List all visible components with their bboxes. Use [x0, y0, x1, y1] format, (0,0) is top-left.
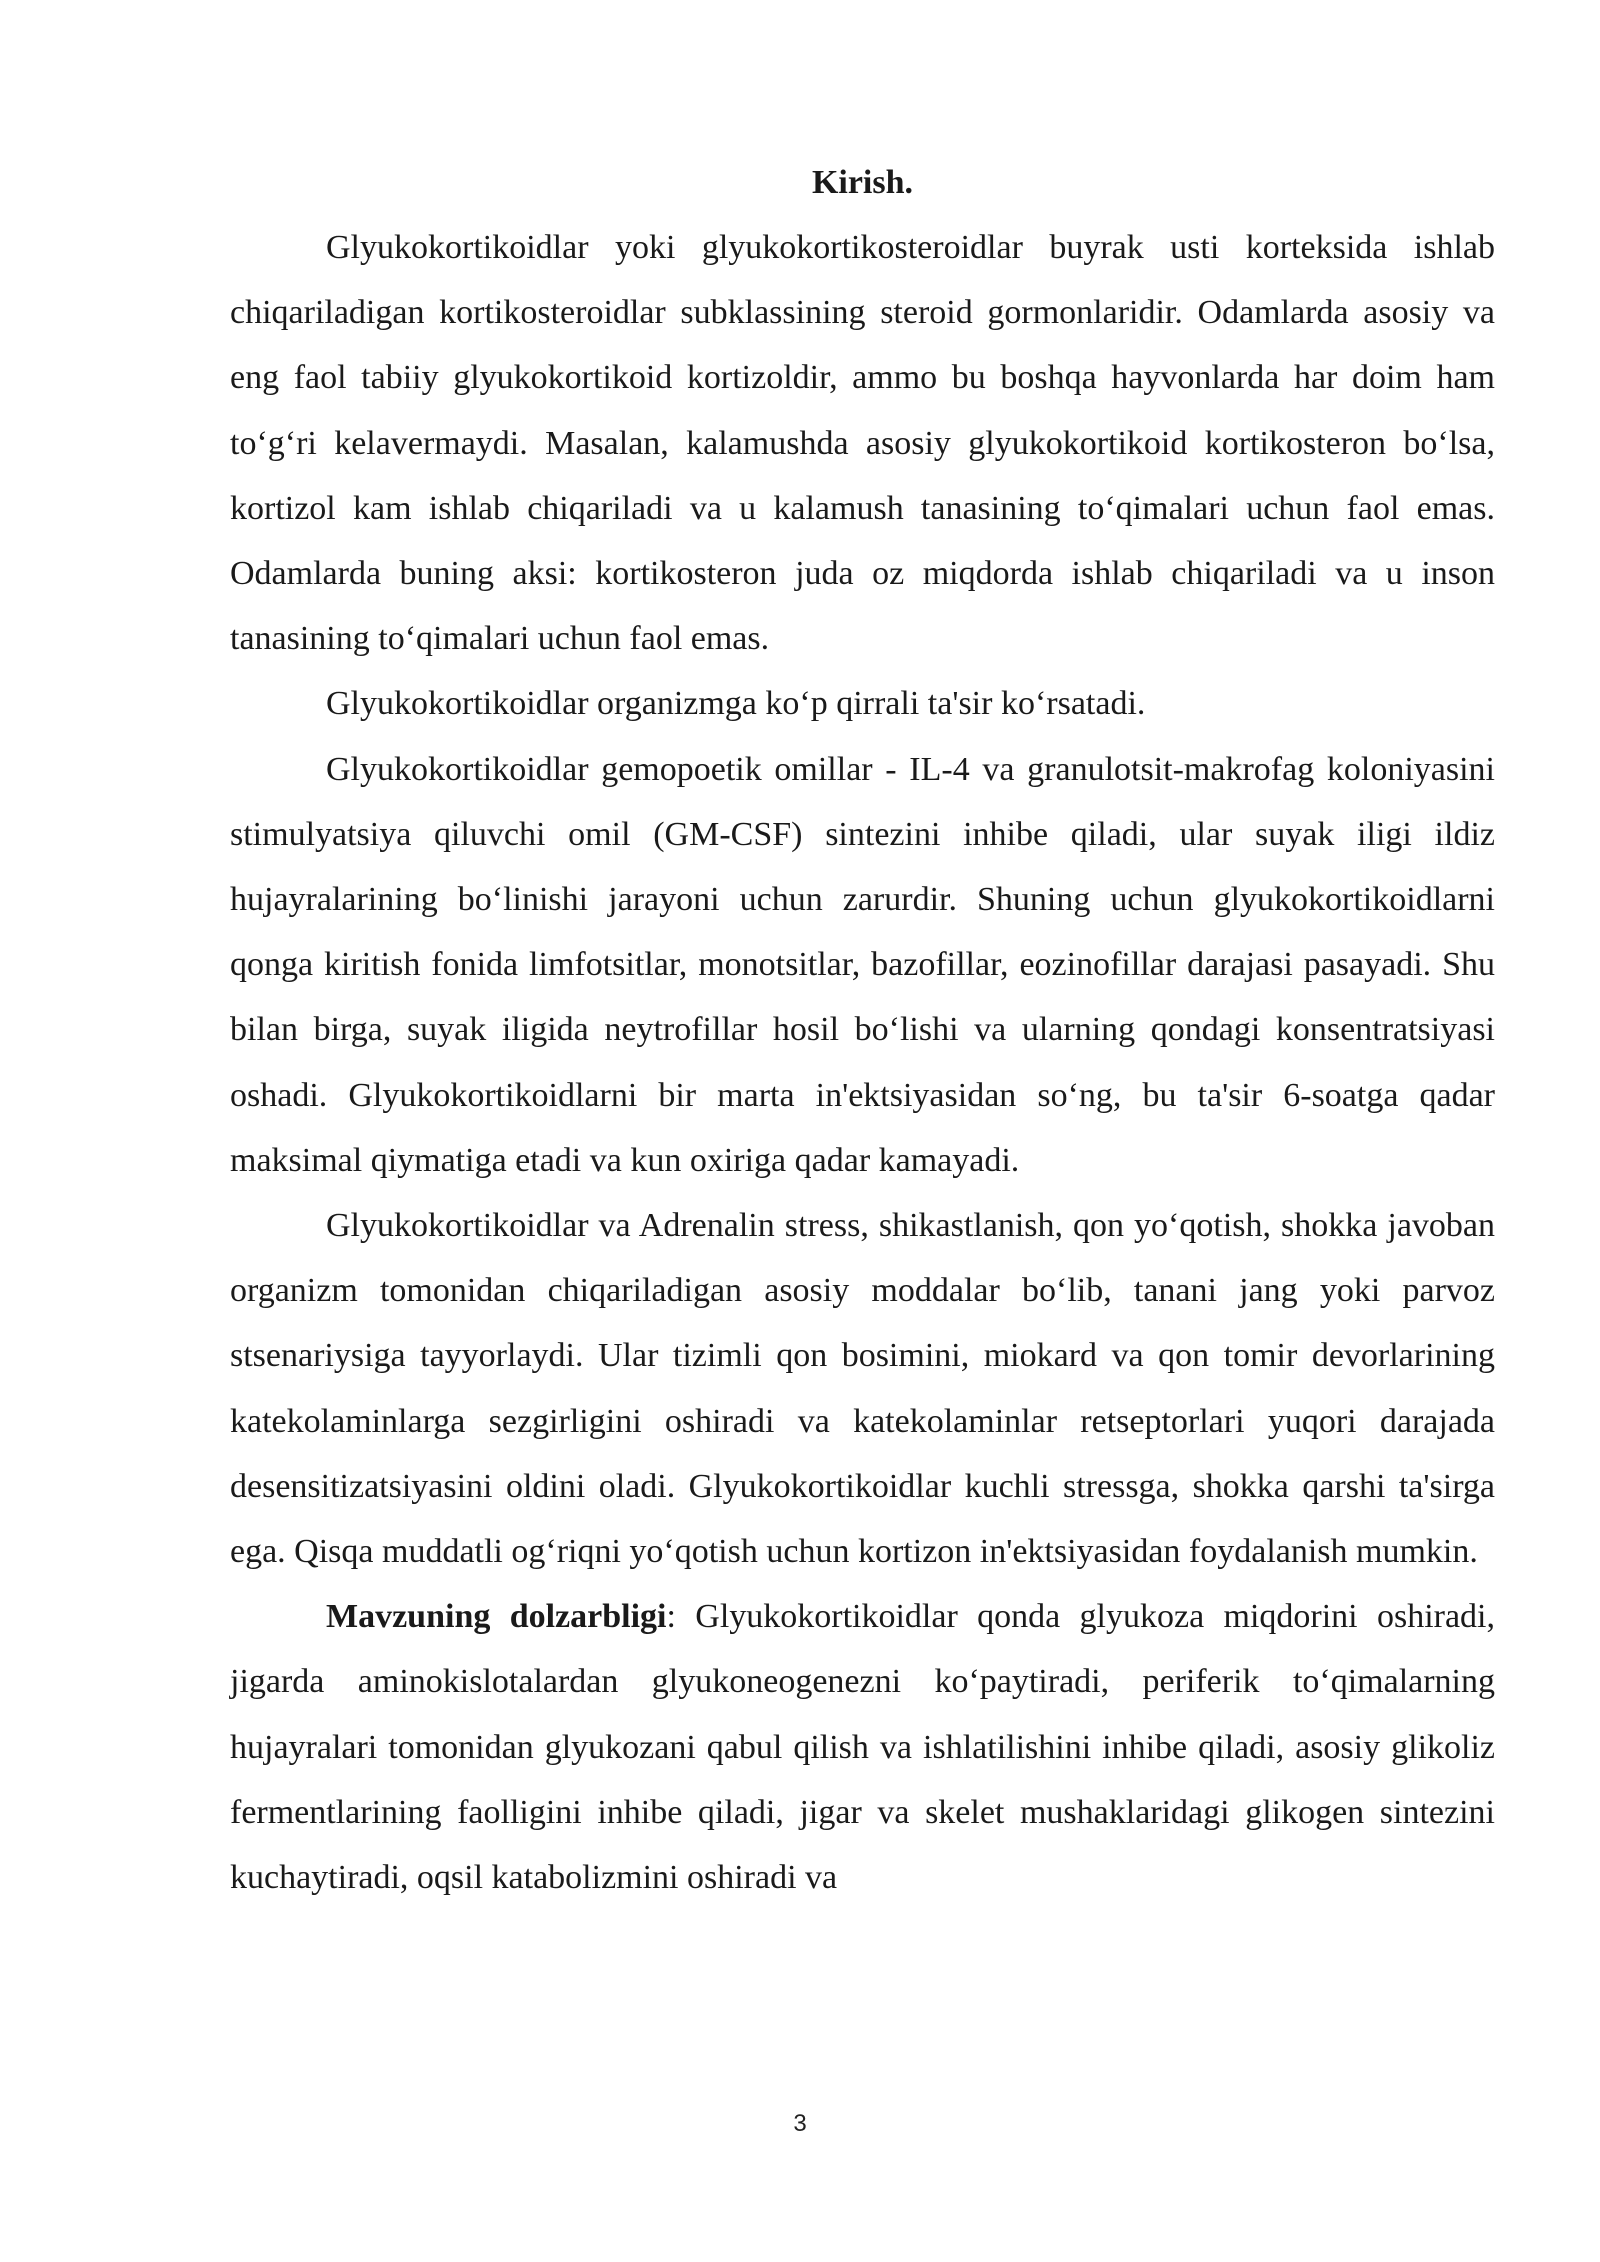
paragraph-relevance — [230, 1584, 1495, 1910]
paragraph-hematopoietic: Glyukokortikoidlar gemopoetik omillar - IL-4 va granulotsit-makrofag koloniyasini stimulyatsiya qiluvchi omil (GM-CSF) sintezini inhibe qiladi, ular suyak iligi ildiz hujayralarining bo‘linishi jarayoni uchun zarurdir. Shuning uchun glyukokortikoidlarni qonga kiritish fonida limfotsitlar, monotsitlar, bazofillar, eozinofillar darajasi pasayadi. Shu bilan birga, suyak iligida neytrofillar hosil bo‘lishi va ularning qondagi konsentratsiyasi oshadi. Glyukokortikoidlarni bir marta in'ektsiyasidan so‘ng, bu ta'sir 6-soatga qadar maksimal qiymatiga etadi va kun oxiriga qadar kamayadi. — [230, 750, 1495, 1179]
relevance-separator: : — [666, 1598, 676, 1636]
page-number: 3 — [793, 2110, 807, 2137]
paragraph-stress: Glyukokortikoidlar va Adrenalin stress, shikastlanish, qon yo‘qotish, shokka javoban organizm tomonidan chiqariladigan asosiy moddalar bo‘lib, tanani jang yoki parvoz stsenariysiga tayyorlaydi. Ular tizimli qon bosimini, miokard va qon tomir devorlarining katekolaminlarga sezgirligini oshiradi va katekolaminlar retseptorlari yuqori darajada desensitizatsiyasini oldini oladi. Glyukokortikoidlar kuchli stressga, shokka qarshi ta'sirga ega. Qisqa muddatli og‘riqni yo‘qotish uchun kortizon in'ektsiyasidan foydalanish mumkin. — [230, 1207, 1495, 1571]
paragraph-intro: Glyukokortikoidlar yoki glyukokortikosteroidlar buyrak usti korteksida ishlab chiqariladigan kortikosteroidlar subklassining steroid gormonlaridir. Odamlarda asosiy va eng faol tabiiy glyukokortikoid kortizoldir, ammo bu boshqa hayvonlarda har doim ham to‘g‘ri kelavermaydi. Masalan, kalamushda asosiy glyukokortikoid kortikosteron bo‘lsa, kortizol kam ishlab chiqariladi va u kalamush tanasining to‘qimalari uchun faol emas. Odamlarda buning aksi: kortikosteron juda oz miqdorda ishlab chiqariladi va u inson tanasining to‘qimalari uchun faol emas. — [230, 229, 1495, 658]
section-title: Kirish. — [811, 164, 914, 201]
page-content — [230, 150, 1495, 1910]
relevance-text: Glyukokortikoidlar qonda glyukoza miqdorini oshiradi, jigarda aminokislotalardan glyukoneogenezni ko‘paytiradi, periferik to‘qimalarning hujayralari tomonidan glyukozani qabul qilish va ishlatilishini inhibe qiladi, asosiy glikoliz fermentlarining faolligini inhibe qiladi, jigar va skelet mushaklaridagi glikogen sintezini kuchaytiradi, oqsil katabolizmini oshiradi va — [230, 1598, 1496, 1897]
paragraph-effects: Glyukokortikoidlar organizmga ko‘p qirrali ta'sir ko‘rsatadi. — [326, 685, 1146, 723]
relevance-lead: Mavzuning dolzarbligi — [326, 1598, 667, 1636]
